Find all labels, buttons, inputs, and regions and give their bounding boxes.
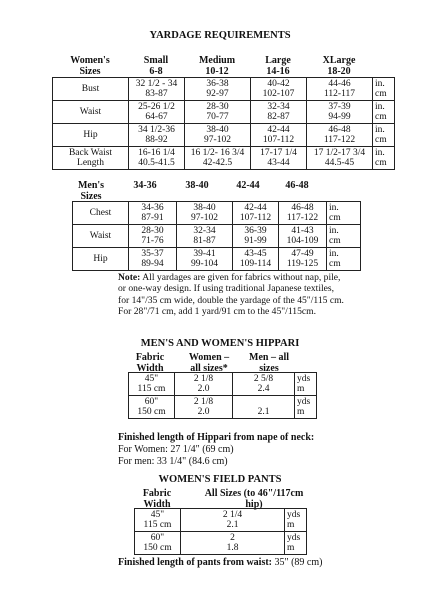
unit-cell: yds m: [295, 396, 317, 419]
table-cell: 47-49 119-125: [279, 248, 327, 271]
unit-cell: yds m: [295, 373, 317, 396]
unit-cell: in. cm: [373, 124, 395, 147]
table-cell: 32 1/2 - 34 83-87: [129, 78, 185, 101]
header-pants-all-sizes: All Sizes (to 46"/117cm hip): [204, 488, 304, 510]
table-cell: 32-34 81-87: [177, 225, 233, 248]
pants-finished-length: Finished length of pants from waist: 35" (89 cm): [118, 557, 323, 568]
hippari-title: MEN'S AND WOMEN'S HIPPARI: [140, 338, 300, 349]
unit-cell: in. cm: [327, 225, 361, 248]
header-xlarge: XLarge 18-20: [322, 55, 356, 77]
table-cell: 28-30 70-77: [185, 101, 251, 124]
table-cell: 2 1/8 2.0: [175, 373, 233, 396]
unit-cell: in. cm: [373, 78, 395, 101]
table-cell: 2 1.8: [181, 532, 285, 555]
table-row: [73, 202, 361, 225]
pants-title: WOMEN'S FIELD PANTS: [158, 474, 282, 485]
table-cell: 40-42 102-107: [251, 78, 307, 101]
row-label: Bust: [53, 78, 129, 101]
row-label: Waist: [53, 101, 129, 124]
table-row: [135, 509, 307, 532]
table-cell: 43-45 109-114: [233, 248, 279, 271]
table-cell: 36-39 91-99: [233, 225, 279, 248]
unit-cell: in. cm: [327, 248, 361, 271]
header-pants-fabric-width: Fabric Width: [142, 488, 172, 510]
fabric-width-cell: 45" 115 cm: [135, 509, 181, 532]
table-cell: 32-34 82-87: [251, 101, 307, 124]
table-cell: 39-41 99-104: [177, 248, 233, 271]
table-cell: 41-43 104-109: [279, 225, 327, 248]
hippari-finished-women: For Women: 27 1/4" (69 cm): [118, 444, 234, 455]
table-cell: 25-26 1/2 64-67: [129, 101, 185, 124]
table-cell: 17 1/2-17 3/4 44.5-45: [307, 147, 373, 170]
note-text: All yardages are given for fabrics without nap, pile, or one-way design. If using traditional Japanese textiles, for 14"/35 cm wide, double the yardage of the 45"/115 cm. For 28"/71 cm, add 1 yard/91 cm to the 45"/115cm.: [118, 272, 344, 318]
table-cell: 17-17 1/4 43-44: [251, 147, 307, 170]
row-label: Hip: [73, 248, 129, 271]
table-cell: 35-37 89-94: [129, 248, 177, 271]
header-mens-46-48: 46-48: [285, 180, 309, 191]
yardage-note: [118, 272, 346, 318]
hippari-table: [128, 372, 317, 419]
table-row: [53, 147, 395, 170]
header-womens-sizes: Women's Sizes: [70, 55, 110, 77]
note-label: Note:: [118, 272, 141, 283]
row-label: Chest: [73, 202, 129, 225]
header-large: Large 14-16: [265, 55, 291, 77]
table-row: [73, 225, 361, 248]
table-cell: 42-44 107-112: [233, 202, 279, 225]
fabric-width-cell: 60" 150 cm: [129, 396, 175, 419]
table-cell: 36-38 92-97: [185, 78, 251, 101]
header-mens-42-44: 42-44: [236, 180, 260, 191]
hippari-finished-men: For men: 33 1/4" (84.6 cm): [118, 456, 228, 467]
fabric-width-cell: 60" 150 cm: [135, 532, 181, 555]
table-cell: 16-16 1/4 40.5-41.5: [129, 147, 185, 170]
table-cell: 28-30 71-76: [129, 225, 177, 248]
yardage-table: [52, 77, 395, 170]
table-row: [53, 78, 395, 101]
fabric-width-cell: 45" 115 cm: [129, 373, 175, 396]
row-label: Back Waist Length: [53, 147, 129, 170]
table-row: [135, 532, 307, 555]
unit-cell: yds m: [285, 509, 307, 532]
table-cell: 2 1/4 2.1: [181, 509, 285, 532]
header-medium: Medium 10-12: [198, 55, 236, 77]
header-mens-34-36: 34-36: [133, 180, 157, 191]
unit-cell: in. cm: [373, 101, 395, 124]
row-label: Waist: [73, 225, 129, 248]
table-cell: 2 1/8 2.0: [175, 396, 233, 419]
table-cell: 46-48 117-122: [279, 202, 327, 225]
table-cell: 34 1/2-36 88-92: [129, 124, 185, 147]
table-row: [129, 396, 317, 419]
table-row: [129, 373, 317, 396]
table-cell: 2 5/8 2.4: [233, 373, 295, 396]
table-cell: 34-36 87-91: [129, 202, 177, 225]
yardage-title: YARDAGE REQUIREMENTS: [149, 30, 291, 41]
unit-cell: in. cm: [373, 147, 395, 170]
header-women-all-sizes: Women – all sizes*: [188, 352, 230, 374]
header-small: Small 6-8: [143, 55, 169, 77]
table-cell: 38-40 97-102: [177, 202, 233, 225]
table-row: [73, 248, 361, 271]
table-cell: 2.1: [233, 396, 295, 419]
hippari-finished-title: Finished length of Hippari from nape of neck:: [118, 432, 315, 443]
table-cell: 44-46 112-117: [307, 78, 373, 101]
unit-cell: in. cm: [327, 202, 361, 225]
table-cell: 42-44 107-112: [251, 124, 307, 147]
table-cell: 37-39 94-99: [307, 101, 373, 124]
header-mens-38-40: 38-40: [185, 180, 209, 191]
table-cell: 46-48 117-122: [307, 124, 373, 147]
pants-table: [134, 508, 307, 555]
unit-cell: yds m: [285, 532, 307, 555]
table-cell: 16 1/2- 16 3/4 42-42.5: [185, 147, 251, 170]
header-men-all-sizes: Men – all sizes: [249, 352, 289, 374]
header-fabric-width: Fabric Width: [135, 352, 165, 374]
table-cell: 38-40 97-102: [185, 124, 251, 147]
row-label: Hip: [53, 124, 129, 147]
table-row: [53, 101, 395, 124]
table-row: [53, 124, 395, 147]
header-mens-sizes: Men's Sizes: [77, 180, 105, 202]
mens-table: [72, 201, 361, 271]
